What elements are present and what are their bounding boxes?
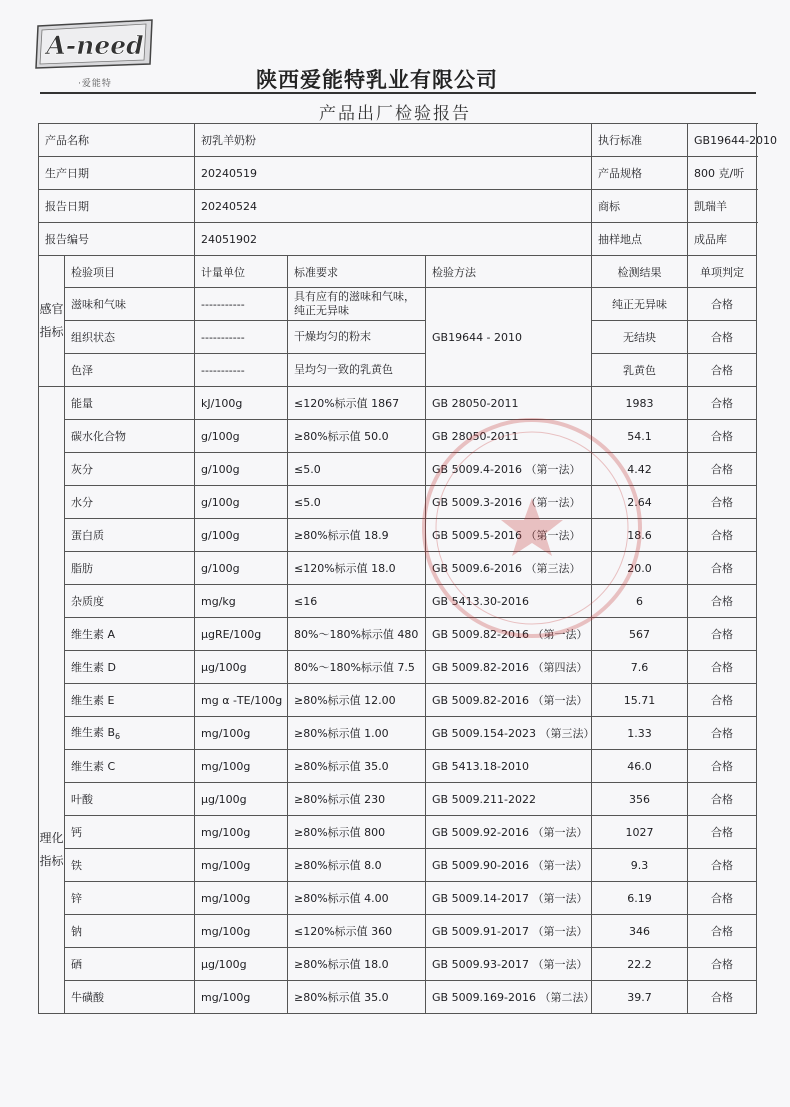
info-label: 报告日期 (39, 190, 195, 223)
standard-requirement: ≥80%标示值 12.00 (288, 684, 426, 717)
test-method: GB 5413.30-2016 (426, 585, 592, 618)
standard-requirement: ≤5.0 (288, 486, 426, 519)
physchem-row (39, 717, 757, 750)
test-result: 567 (592, 618, 688, 651)
standard-requirement: ≥80%标示值 50.0 (288, 420, 426, 453)
unit: mg α -TE/100g (195, 684, 288, 717)
standard-requirement: ≥80%标示值 8.0 (288, 849, 426, 882)
unit: mg/100g (195, 717, 288, 750)
judgement: 合格 (688, 453, 757, 486)
header-standard: 标准要求 (288, 256, 426, 288)
test-method: GB 5009.93-2017 （第一法） (426, 948, 592, 981)
unit: ----------- (195, 354, 288, 387)
header-item: 检验项目 (65, 256, 195, 288)
standard-requirement: ≥80%标示值 35.0 (288, 750, 426, 783)
standard-requirement: ≥80%标示值 4.00 (288, 882, 426, 915)
physchem-row (39, 486, 757, 519)
company-name: 陕西爱能特乳业有限公司 (256, 68, 498, 92)
judgement: 合格 (688, 981, 757, 1014)
test-item (65, 948, 195, 981)
standard-requirement: ≥80%标示值 1.00 (288, 717, 426, 750)
standard-requirement: ≤120%标示值 1867 (288, 387, 426, 420)
info-value: 成品库 (688, 223, 757, 256)
test-item-name: 杂质度 (71, 595, 104, 608)
test-item (65, 849, 195, 882)
inspection-report-table (38, 123, 778, 1014)
test-result: 39.7 (592, 981, 688, 1014)
test-item (65, 618, 195, 651)
test-item (65, 915, 195, 948)
test-item (65, 387, 195, 420)
sensory-row (39, 354, 757, 387)
physchem-row (39, 816, 757, 849)
header-method: 检验方法 (426, 256, 592, 288)
physchem-row (39, 882, 757, 915)
judgement: 合格 (688, 354, 757, 387)
logo-wordmark: A-need (46, 31, 144, 60)
info-label: 执行标准 (592, 124, 688, 157)
test-method: GB 5009.5-2016 （第一法） (426, 519, 592, 552)
test-item-name: 牛磺酸 (71, 991, 104, 1004)
header-judgement: 单项判定 (688, 256, 757, 288)
report-title: 产品出厂检验报告 (319, 104, 471, 124)
info-row (39, 190, 757, 223)
physchem-row (39, 453, 757, 486)
test-item-name: 钙 (71, 826, 82, 839)
judgement: 合格 (688, 618, 757, 651)
test-method: GB19644 - 2010 (426, 288, 592, 387)
judgement: 合格 (688, 387, 757, 420)
test-method: GB 5009.91-2017 （第一法） (426, 915, 592, 948)
unit: g/100g (195, 552, 288, 585)
test-result: 1983 (592, 387, 688, 420)
test-result: 356 (592, 783, 688, 816)
test-method: GB 5413.18-2010 (426, 750, 592, 783)
test-result: 6.19 (592, 882, 688, 915)
test-item (65, 882, 195, 915)
test-item-name: 维生素 E (71, 694, 115, 707)
unit: μg/100g (195, 783, 288, 816)
test-result: 乳黄色 (592, 354, 688, 387)
info-row (39, 124, 757, 157)
column-header-row (39, 256, 757, 288)
unit: mg/100g (195, 849, 288, 882)
physchem-row (39, 849, 757, 882)
judgement: 合格 (688, 552, 757, 585)
standard-requirement: 具有应有的滋味和气味，纯正无异味 (288, 288, 426, 321)
test-item-name: 铁 (71, 859, 82, 872)
standard-requirement: 80%～180%标示值 480 (288, 618, 426, 651)
test-item-name: 维生素 B (71, 726, 116, 740)
judgement: 合格 (688, 321, 757, 354)
standard-requirement: ≥80%标示值 230 (288, 783, 426, 816)
test-result: 46.0 (592, 750, 688, 783)
test-result: 无结块 (592, 321, 688, 354)
physchem-row (39, 948, 757, 981)
test-item-name: 钠 (71, 925, 82, 938)
physchem-row (39, 519, 757, 552)
info-value: 初乳羊奶粉 (195, 124, 592, 157)
sensory-row (39, 288, 757, 321)
test-method: GB 5009.211-2022 (426, 783, 592, 816)
info-value: 凯瑞羊 (688, 190, 757, 223)
info-value: 20240519 (195, 157, 592, 190)
standard-requirement: ≥80%标示值 18.0 (288, 948, 426, 981)
standard-requirement: ≥80%标示值 18.9 (288, 519, 426, 552)
test-item-name: 叶酸 (71, 793, 93, 806)
physchem-row (39, 387, 757, 420)
judgement: 合格 (688, 651, 757, 684)
test-item-name: 能量 (71, 397, 93, 410)
physchem-row (39, 750, 757, 783)
test-method: GB 5009.82-2016 （第四法） (426, 651, 592, 684)
test-result: 346 (592, 915, 688, 948)
test-method: GB 5009.82-2016 （第一法） (426, 618, 592, 651)
test-result: 20.0 (592, 552, 688, 585)
info-value: 800 克/听 (688, 157, 757, 190)
test-item-name: 锌 (71, 892, 82, 905)
test-item-name: 维生素 A (71, 628, 116, 641)
sensory-group-label: 感官指标 (39, 256, 65, 387)
test-item-name: 水分 (71, 496, 93, 509)
test-result: 1.33 (592, 717, 688, 750)
unit: mg/100g (195, 882, 288, 915)
test-method: GB 5009.92-2016 （第一法） (426, 816, 592, 849)
judgement: 合格 (688, 684, 757, 717)
unit: g/100g (195, 519, 288, 552)
test-item (65, 519, 195, 552)
test-item (65, 750, 195, 783)
standard-requirement: ≤16 (288, 585, 426, 618)
test-item-name: 硒 (71, 958, 82, 971)
unit: μg/100g (195, 948, 288, 981)
test-result: 4.42 (592, 453, 688, 486)
unit: ----------- (195, 288, 288, 321)
test-result: 18.6 (592, 519, 688, 552)
info-label: 产品名称 (39, 124, 195, 157)
standard-requirement: ≤120%标示值 18.0 (288, 552, 426, 585)
unit: mg/100g (195, 816, 288, 849)
test-item (65, 816, 195, 849)
standard-requirement: 干燥均匀的粉末 (288, 321, 426, 354)
test-item-name: 维生素 C (71, 760, 116, 773)
test-item-name: 蛋白质 (71, 529, 104, 542)
judgement: 合格 (688, 486, 757, 519)
physchem-row (39, 915, 757, 948)
test-method: GB 5009.90-2016 （第一法） (426, 849, 592, 882)
judgement: 合格 (688, 750, 757, 783)
unit: ----------- (195, 321, 288, 354)
test-item (65, 585, 195, 618)
standard-requirement: ≥80%标示值 35.0 (288, 981, 426, 1014)
company-logo (34, 14, 156, 90)
physchem-row (39, 684, 757, 717)
info-value: GB19644-2010 (688, 124, 757, 157)
logo-subtitle: ·爱能特 (78, 79, 112, 89)
unit: mg/100g (195, 750, 288, 783)
test-result: 纯正无异味 (592, 288, 688, 321)
test-result: 1027 (592, 816, 688, 849)
test-result: 2.64 (592, 486, 688, 519)
judgement: 合格 (688, 585, 757, 618)
standard-requirement: ≤120%标示值 360 (288, 915, 426, 948)
header-unit: 计量单位 (195, 256, 288, 288)
test-item (65, 453, 195, 486)
test-method: GB 5009.3-2016 （第一法） (426, 486, 592, 519)
info-value: 20240524 (195, 190, 592, 223)
test-method: GB 5009.14-2017 （第一法） (426, 882, 592, 915)
standard-requirement: 呈均匀一致的乳黄色 (288, 354, 426, 387)
unit: g/100g (195, 486, 288, 519)
test-item: 滋味和气味 (65, 288, 195, 321)
test-method: GB 5009.82-2016 （第一法） (426, 684, 592, 717)
test-result: 15.71 (592, 684, 688, 717)
judgement: 合格 (688, 849, 757, 882)
test-item (65, 717, 195, 750)
standard-requirement: ≥80%标示值 800 (288, 816, 426, 849)
unit: mg/100g (195, 981, 288, 1014)
physchem-row (39, 651, 757, 684)
test-result: 54.1 (592, 420, 688, 453)
physchem-group-label: 理化指标 (39, 387, 65, 1014)
unit: kJ/100g (195, 387, 288, 420)
test-item: 组织状态 (65, 321, 195, 354)
unit: g/100g (195, 420, 288, 453)
test-item-name: 灰分 (71, 463, 93, 476)
test-method: GB 28050-2011 (426, 420, 592, 453)
judgement: 合格 (688, 420, 757, 453)
info-label: 报告编号 (39, 223, 195, 256)
test-method: GB 5009.169-2016 （第二法） (426, 981, 592, 1014)
unit: μg/100g (195, 651, 288, 684)
test-result: 6 (592, 585, 688, 618)
test-method: GB 5009.4-2016 （第一法） (426, 453, 592, 486)
test-item (65, 981, 195, 1014)
test-method: GB 5009.154-2023 （第三法） (426, 717, 592, 750)
test-method: GB 5009.6-2016 （第三法） (426, 552, 592, 585)
physchem-row (39, 618, 757, 651)
header-result: 检测结果 (592, 256, 688, 288)
test-item-subscript: 6 (115, 732, 121, 742)
info-row (39, 223, 757, 256)
logo-emblem-icon (34, 14, 156, 76)
test-result: 22.2 (592, 948, 688, 981)
physchem-row (39, 783, 757, 816)
test-result: 7.6 (592, 651, 688, 684)
physchem-row (39, 981, 757, 1014)
judgement: 合格 (688, 717, 757, 750)
test-item-name: 维生素 D (71, 661, 116, 674)
test-item (65, 651, 195, 684)
judgement: 合格 (688, 783, 757, 816)
sensory-row (39, 321, 757, 354)
judgement: 合格 (688, 288, 757, 321)
judgement: 合格 (688, 915, 757, 948)
judgement: 合格 (688, 882, 757, 915)
test-item (65, 420, 195, 453)
test-result: 9.3 (592, 849, 688, 882)
standard-requirement: ≤5.0 (288, 453, 426, 486)
info-label: 生产日期 (39, 157, 195, 190)
test-item-name: 碳水化合物 (71, 430, 126, 443)
info-value: 24051902 (195, 223, 592, 256)
test-item (65, 783, 195, 816)
judgement: 合格 (688, 519, 757, 552)
unit: mg/100g (195, 915, 288, 948)
info-label: 商标 (592, 190, 688, 223)
judgement: 合格 (688, 948, 757, 981)
info-label: 产品规格 (592, 157, 688, 190)
test-method: GB 28050-2011 (426, 387, 592, 420)
unit: g/100g (195, 453, 288, 486)
physchem-row (39, 585, 757, 618)
header-divider (40, 92, 756, 94)
test-item (65, 552, 195, 585)
test-item (65, 684, 195, 717)
test-item-name: 脂肪 (71, 562, 93, 575)
judgement: 合格 (688, 816, 757, 849)
unit: μgRE/100g (195, 618, 288, 651)
info-label: 抽样地点 (592, 223, 688, 256)
standard-requirement: 80%～180%标示值 7.5 (288, 651, 426, 684)
physchem-row (39, 552, 757, 585)
test-item: 色泽 (65, 354, 195, 387)
physchem-row (39, 420, 757, 453)
test-item (65, 486, 195, 519)
unit: mg/kg (195, 585, 288, 618)
info-row (39, 157, 757, 190)
